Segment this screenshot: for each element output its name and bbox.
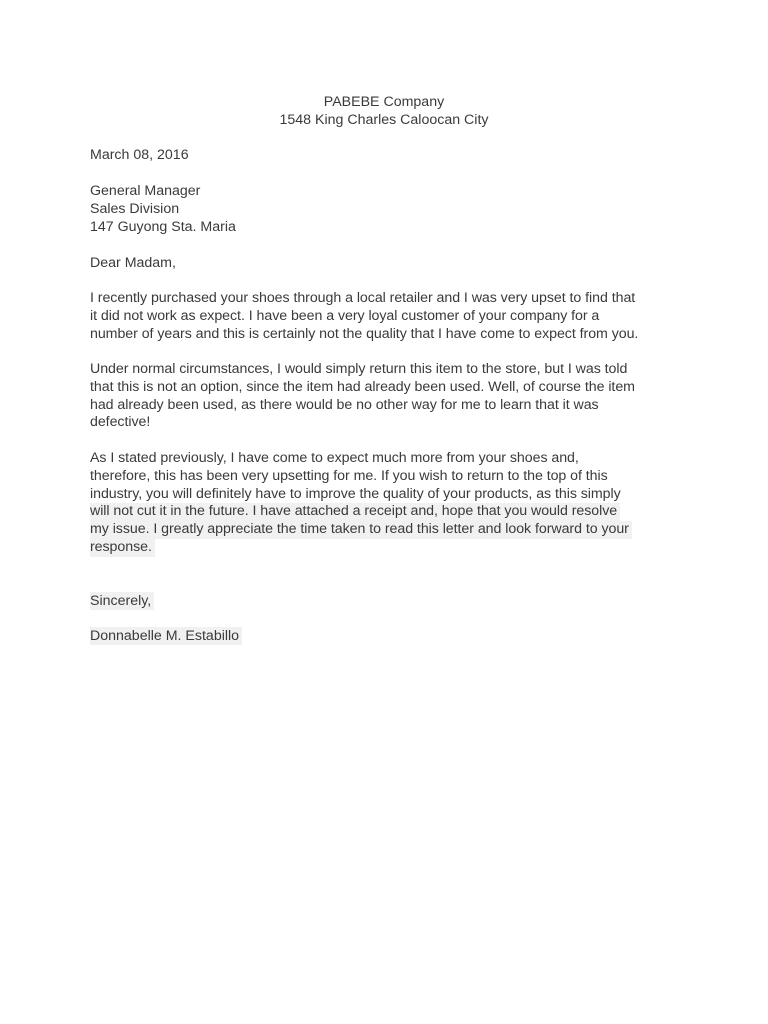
recipient-block xyxy=(90,182,690,236)
body-paragraph-2 xyxy=(90,361,690,432)
paragraph-line: defective! xyxy=(90,414,151,431)
paragraph-line: As I stated previously, I have come to expect much more from your shoes and, xyxy=(90,450,579,466)
paragraph-line: had already been used, as there would be no other way for me to learn that it was xyxy=(90,396,599,413)
recipient-address: 147 Guyong Sta. Maria xyxy=(90,219,236,235)
recipient-division: Sales Division xyxy=(90,201,180,217)
paragraph-line: Under normal circumstances, I would simply return this item to the store, but I was told xyxy=(90,361,628,377)
signature xyxy=(90,627,690,645)
closing xyxy=(90,592,690,610)
body-paragraph-3 xyxy=(90,450,690,557)
signature-name: Donnabelle M. Estabillo xyxy=(90,627,242,645)
company-address: 1548 King Charles Caloocan City xyxy=(279,112,489,128)
paragraph-line: number of years and this is certainly not the quality that I have come to expect from you. xyxy=(90,325,639,342)
closing-text: Sincerely, xyxy=(90,592,154,610)
paragraph-line: industry, you will definitely have to improve the quality of your products, as this simply xyxy=(90,485,621,502)
body-paragraph-1 xyxy=(90,290,690,343)
letter-date: March 08, 2016 xyxy=(90,147,189,163)
paragraph-line: response. xyxy=(90,539,155,557)
paragraph-line: it did not work as expect. I have been a very loyal customer of your company for a xyxy=(90,307,600,324)
recipient-title: General Manager xyxy=(90,183,201,199)
company-name: PABEBE Company xyxy=(323,94,445,110)
paragraph-line: my issue. I greatly appreciate the time taken to read this letter and look forward to your xyxy=(90,521,632,539)
paragraph-line: that this is not an option, since the item had already been used. Well, of course the item xyxy=(90,378,635,395)
salutation: Dear Madam, xyxy=(90,255,176,271)
paragraph-line: I recently purchased your shoes through a local retailer and I was very upset to find that xyxy=(90,290,636,306)
paragraph-line: therefore, this has been very upsetting for me. If you wish to return to the top of this xyxy=(90,467,608,484)
paragraph-line: will not cut it in the future. I have attached a receipt and, hope that you would resolve xyxy=(90,503,620,521)
